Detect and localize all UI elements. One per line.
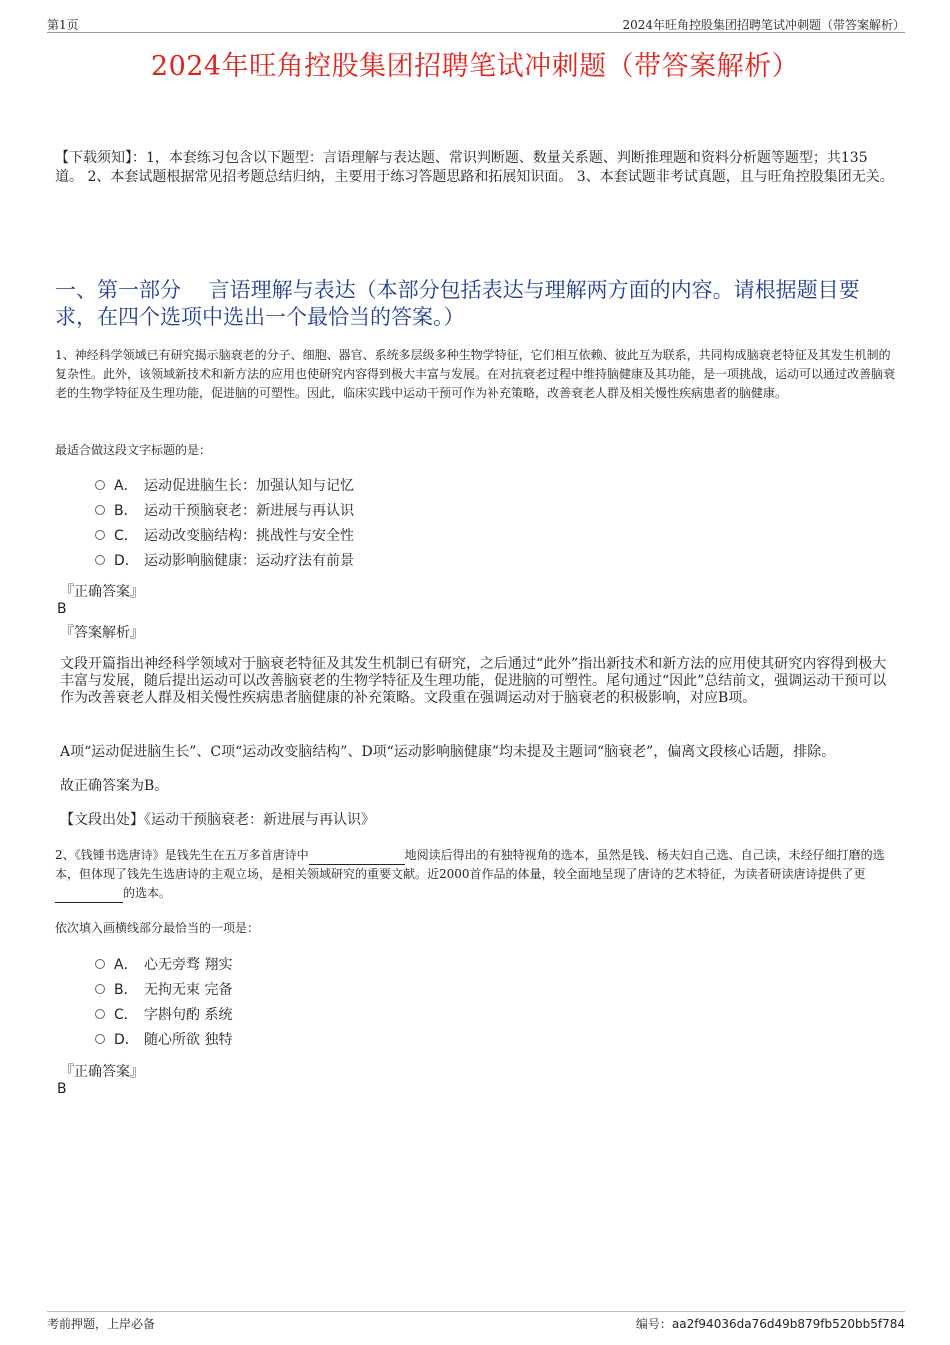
question-1-prompt: 最适合做这段文字标题的是： [55, 443, 212, 457]
option-letter: C． [114, 1007, 138, 1023]
q1-option-b[interactable] [95, 499, 354, 524]
section-heading: 一、第一部分 言语理解与表达（本部分包括表达与理解两方面的内容。请根据题目要求，在四个选项中选出一个最恰当的答案。） [55, 278, 860, 329]
radio-icon[interactable] [95, 555, 105, 565]
option-text: 运动干预脑衰老：新进展与再认识 [144, 503, 354, 519]
q2-option-b[interactable] [95, 978, 232, 1003]
q1-analysis-p3: 故正确答案为B。 [60, 778, 169, 794]
option-text: 运动促进脑生长：加强认知与记忆 [144, 478, 354, 494]
option-letter: B． [114, 503, 138, 519]
q2-option-c[interactable] [95, 1003, 232, 1028]
radio-icon[interactable] [95, 480, 105, 490]
q1-analysis-label: 『答案解析』 [60, 625, 144, 641]
page-header [47, 14, 905, 33]
footer-divider [47, 1311, 905, 1312]
q1-answer: B [57, 601, 67, 617]
radio-icon[interactable] [95, 959, 105, 969]
q2-answer: B [57, 1081, 67, 1097]
option-text: 无拘无束 完备 [144, 982, 233, 998]
document-title: 2024年旺角控股集团招聘笔试冲刺题（带答案解析） [150, 51, 800, 82]
q2-text-part-3: 的选本。 [123, 886, 172, 900]
radio-icon[interactable] [95, 530, 105, 540]
question-2-options [95, 953, 232, 1053]
option-letter: C． [114, 528, 138, 544]
question-1-text: 1、神经科学领域已有研究揭示脑衰老的分子、细胞、器官、系统多层级多种生物学特征，它们相互依赖、彼此互为联系，共同构成脑衰老特征及其发生机制的复杂性。此外，该领域新技术和新方法的应用也使研究内容得到极大丰富与发展。在对抗衰老过程中维持脑健康及其功能，是一项挑战，运动可以通过改善脑衰老的生物学特征及生理功能，促进脑的可塑性。因此，临床实践中运动干预可作为补充策略，改善衰老人群及相关慢性疾病患者的脑健康。 [55, 348, 896, 400]
q1-option-d[interactable] [95, 549, 354, 574]
option-letter: D． [114, 553, 139, 569]
option-text: 运动改变脑结构：挑战性与安全性 [144, 528, 354, 544]
q2-answer-label: 『正确答案』 [60, 1064, 144, 1080]
option-letter: B． [114, 982, 138, 998]
q2-option-a[interactable] [95, 953, 232, 978]
footer-code-label: 编号： [635, 1317, 672, 1331]
header-doc-title: 2024年旺角控股集团招聘笔试冲刺题（带答案解析） [622, 18, 905, 32]
question-2-text [55, 846, 895, 903]
option-text: 随心所欲 独特 [144, 1032, 233, 1048]
option-text: 心无旁骛 翔实 [144, 957, 233, 973]
download-notice: 【下载须知】：1，本套练习包含以下题型：言语理解与表达题、常识判断题、数量关系题、判断推理题和资料分析题等题型；共135道。 2、本套试题根据常见招考题总结归纳，主要用于练习答题思路和拓展知识面。 3、本套试题非考试真题，且与旺角控股集团无关。 [55, 150, 894, 185]
option-letter: A． [114, 478, 138, 494]
q2-text-part-1: 2、《钱锺书选唐诗》是钱先生在五万多首唐诗中 [55, 848, 309, 862]
question-2-prompt: 依次填入画横线部分最恰当的一项是： [55, 921, 260, 935]
radio-icon[interactable] [95, 505, 105, 515]
page-number: 第1页 [47, 18, 79, 32]
q1-option-c[interactable] [95, 524, 354, 549]
footer-slogan: 考前押题，上岸必备 [47, 1317, 156, 1331]
radio-icon[interactable] [95, 1034, 105, 1044]
option-text: 字斟句酌 系统 [144, 1007, 233, 1023]
option-letter: D． [114, 1032, 139, 1048]
q2-blank-1 [309, 852, 405, 865]
q1-analysis-p2: A项“运动促进脑生长”、C项“运动改变脑结构”、D项“运动影响脑健康”均未提及主题词“脑衰老”，偏离文段核心话题，排除。 [60, 744, 836, 760]
radio-icon[interactable] [95, 984, 105, 994]
q2-blank-2 [55, 890, 123, 903]
q1-source: 【文段出处】《运动干预脑衰老：新进展与再认识》 [60, 812, 375, 828]
radio-icon[interactable] [95, 1009, 105, 1019]
q1-analysis-p1: 文段开篇指出神经科学领域对于脑衰老特征及其发生机制已有研究，之后通过“此外”指出新技术和新方法的应用使其研究内容得到极大丰富与发展，随后提出运动可以改善脑衰老的生物学特征及生理功能，促进脑的可塑性。尾句通过“因此”总结前文，强调运动干预可以作为改善衰老人群及相关慢性疾病患者脑健康的补充策略。文段重在强调运动对于脑衰老的积极影响，对应B项。 [60, 656, 887, 706]
q2-text-part-2: 地阅读后得出的有独特视角的选本，虽然是钱、杨夫妇自己选、自己读，未经仔细打磨的选本，但体现了钱先生选唐诗的主观立场，是相关领域研究的重要文献。近2000首作品的体量，较全面地呈现了唐诗的艺术特征，为读者研读唐诗提供了更 [55, 848, 885, 881]
question-1-options [95, 474, 354, 574]
q2-option-d[interactable] [95, 1028, 232, 1053]
footer-code-value: aa2f94036da76d49b879fb520bb5f784 [671, 1317, 905, 1331]
footer-code [636, 1315, 905, 1332]
q1-answer-label: 『正确答案』 [60, 584, 144, 600]
option-text: 运动影响脑健康：运动疗法有前景 [144, 553, 354, 569]
option-letter: A． [114, 957, 138, 973]
q1-option-a[interactable] [95, 474, 354, 499]
